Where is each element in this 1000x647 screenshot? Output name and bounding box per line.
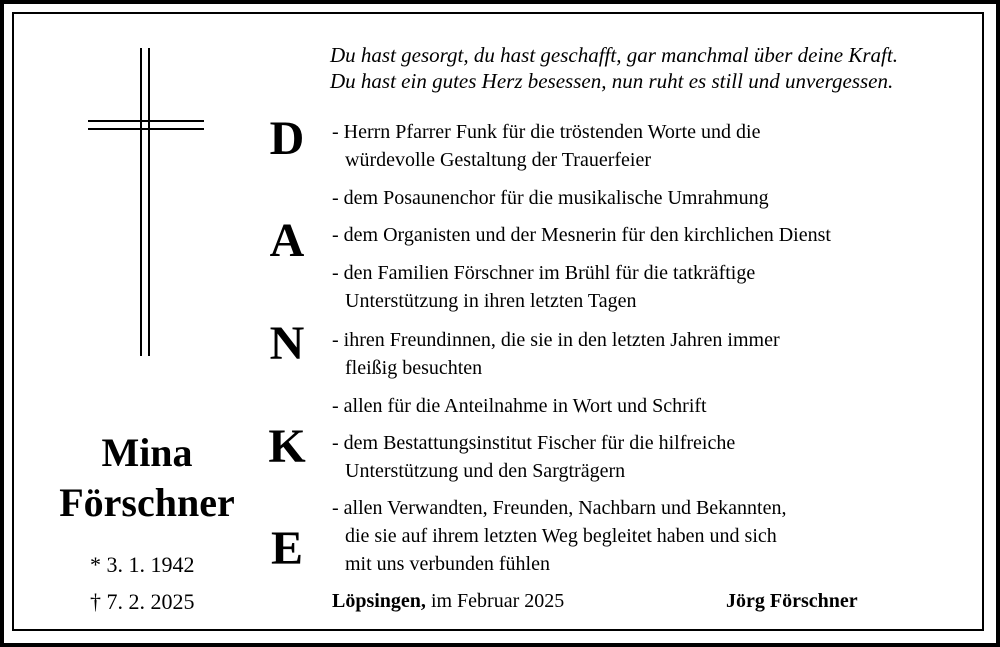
thanks-line: - dem Posaunenchor für die musikalische Umrahmung bbox=[332, 187, 769, 209]
cross-vertical-line bbox=[148, 48, 150, 356]
thanks-line: die sie auf ihrem letzten Weg begleitet haben und sich bbox=[345, 525, 777, 547]
birth-date: * 3. 1. 1942 bbox=[90, 552, 195, 577]
motto-line: Du hast ein gutes Herz besessen, nun ruht es still und unvergessen. bbox=[330, 69, 894, 93]
motto bbox=[330, 42, 898, 94]
thanks-line: - den Familien Förschner im Brühl für die tatkräftige bbox=[332, 262, 756, 284]
notice-page bbox=[4, 4, 996, 643]
thanks-item bbox=[332, 429, 735, 485]
thanks-line: mit uns verbunden fühlen bbox=[345, 553, 550, 575]
motto-line: Du hast gesorgt, du hast geschafft, gar manchmal über deine Kraft. bbox=[330, 43, 898, 67]
cross-horizontal-line bbox=[88, 128, 204, 130]
date: im Februar 2025 bbox=[430, 590, 565, 612]
thanks-item bbox=[332, 326, 780, 382]
signature: Jörg Förschner bbox=[726, 590, 858, 612]
thanks-item bbox=[332, 259, 755, 315]
danke-letter: N bbox=[269, 317, 305, 370]
place-date bbox=[332, 588, 564, 614]
thanks-line: Unterstützung in ihren letzten Tagen bbox=[345, 290, 637, 312]
cross-vertical-line bbox=[140, 48, 142, 356]
thanks-item bbox=[332, 494, 786, 578]
thanks-line: fleißig besuchten bbox=[345, 357, 483, 379]
danke-letter: E bbox=[270, 522, 303, 575]
thanks-line: würdevolle Gestaltung der Trauerfeier bbox=[345, 149, 652, 171]
thanks-line: - dem Organisten und der Mesnerin für den kirchlichen Dienst bbox=[332, 224, 831, 246]
thanks-line: - allen für die Anteilnahme in Wort und Schrift bbox=[332, 395, 707, 417]
danke-letter: A bbox=[269, 214, 305, 267]
thanks-line: - dem Bestattungsinstitut Fischer für die hilfreiche bbox=[332, 432, 736, 454]
place: Löpsingen, bbox=[332, 590, 426, 612]
deceased-last-name: Förschner bbox=[59, 480, 235, 525]
thanks-item bbox=[332, 184, 769, 212]
thanks-line: - Herrn Pfarrer Funk für die tröstenden Worte und die bbox=[332, 121, 761, 143]
danke-letter: K bbox=[268, 420, 306, 473]
death-date: † 7. 2. 2025 bbox=[90, 589, 195, 614]
thanks-item bbox=[332, 118, 760, 174]
thanks-item bbox=[332, 392, 707, 420]
danke-letter: D bbox=[269, 112, 305, 165]
deceased-first-name: Mina bbox=[101, 430, 193, 475]
thanks-line: - ihren Freundinnen, die sie in den letzten Jahren immer bbox=[332, 329, 780, 351]
thanks-line: - allen Verwandten, Freunden, Nachbarn und Bekannten, bbox=[332, 497, 787, 519]
cross-horizontal-line bbox=[88, 120, 204, 122]
thanks-line: Unterstützung und den Sargträgern bbox=[345, 460, 626, 482]
thanks-item bbox=[332, 221, 831, 249]
